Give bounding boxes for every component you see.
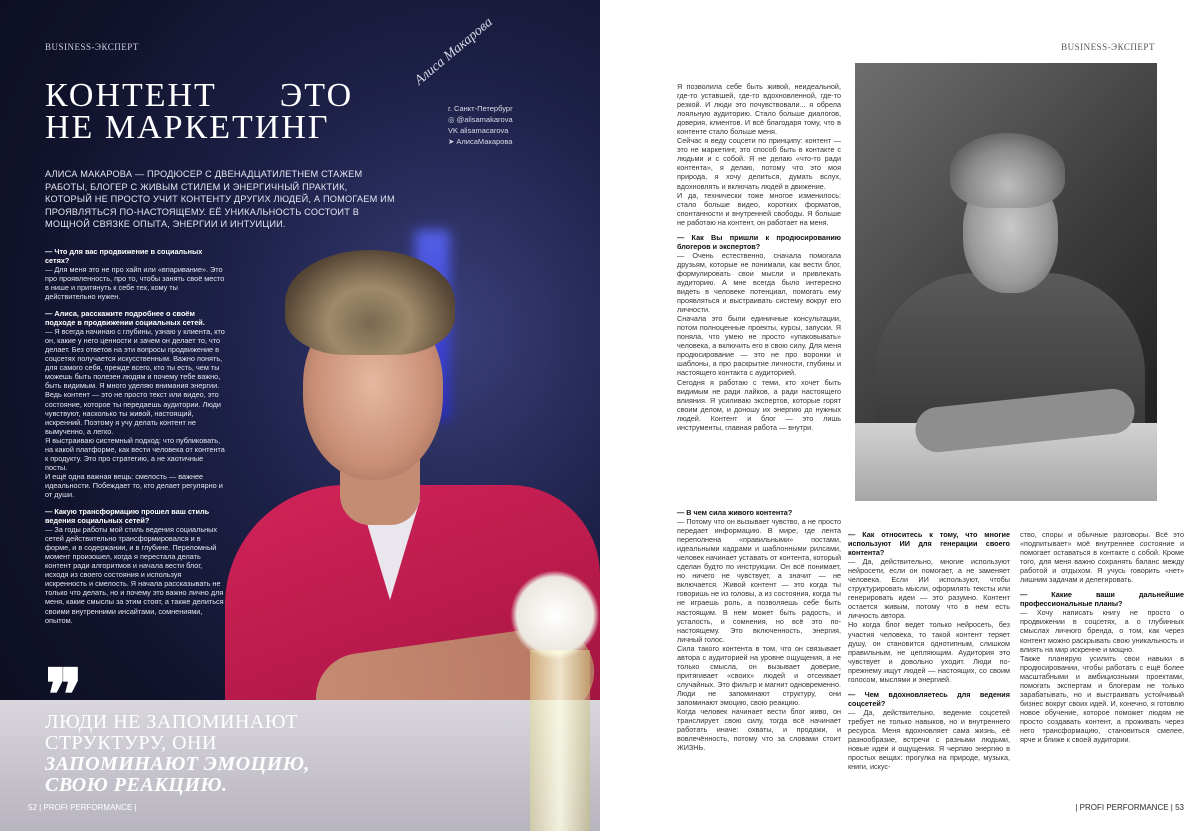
paragraph: — Очень естественно, сначала помогала друзьям, которые не понимали, как вести блог, формулировать свои мысли и привлекать аудиторию. А мне всегда было интересно видеть в человеке потенциал, помогать ему проявляться и выстраивать систему вокруг его личности.	[677, 250, 841, 315]
telegram-handle[interactable]: ➤ АлисаМакарова	[448, 137, 513, 146]
bw-portrait-photo	[855, 63, 1157, 501]
answer-3: — За годы работы мой стиль ведения социальных сетей действительно трансформировался и в форме, и в содержании, и в глубине. Переломный момент произошел, когда я перестала делать контент ради алгоритмов и начала вести блог, исходя из своего состояния и используя искренность и смелость. Я начала рассказывать не только что делать, но и почему это важно лично для меня, какие смыслы за этим стоят, а также делиться своими внутренними инсайтами, сомнениями, опытом.	[45, 524, 224, 625]
vk-handle[interactable]: VK alisamacarova	[448, 126, 509, 135]
question-3: — Какую трансформацию прошел ваш стиль ведения социальных сетей?	[45, 506, 210, 525]
author-signature-block	[412, 14, 520, 155]
paragraph: Сначала это были единичные консультации, потом полноценные проекты, курсы, запуски. Я поняла, что умею не просто «упаковывать» человека, а включить его в свою силу. Для меня продюсирование — это не про воронки и шаблоны, а про раскрытие личности, глубины и настоящего контакта с аудиторией.	[677, 314, 841, 378]
city-text: г. Санкт-Петербург	[448, 104, 513, 113]
question-ai: — Как относитесь к тому, что многие используют ИИ для генерации своего контента?	[848, 530, 1010, 558]
paragraph: — Да, действительно, ведение соцсетей требует не только навыков, но и внутреннего ресурса. Меня вдохновляет сама жизнь, её разнообразие, встречи с разными людьми, новые идеи и ощущения. Я черпаю энергию в простых вещах: прогулка на природе, музыка, книги, искус-	[848, 707, 1010, 772]
question-plans: — Какие ваши дальнейшие профессиональные планы?	[1020, 590, 1184, 609]
question-inspiration: — Чем вдохновляетесь для ведения соцсетей?	[848, 689, 1010, 708]
left-column-text	[45, 247, 225, 625]
paragraph: — Да, действительно, многие используют нейросети, если он помогает, а не заменяет человека. Если ИИ используют, чтобы структурировать мысли, оформлять тексты или генерировать идеи — это разумно. Контент остается живым, потому что в нем есть личность автора.	[848, 557, 1010, 621]
right-page	[600, 0, 1200, 831]
pull-quote-plain: ЛЮДИ НЕ ЗАПОМИНАЮТ СТРУКТУРУ, ОНИ	[45, 711, 299, 754]
page-footer-left: 52 | PROFI PERFORMANCE |	[28, 803, 137, 812]
pull-quote-emphasis: ЗАПОМИНАЮТ ЭМОЦИЮ, СВОЮ РЕАКЦИЮ.	[45, 753, 310, 796]
answer-2b: Я выстраиваю системный подход: что публиковать, на какой платформе, как вести человека от контента к продукту. Это про стратегию, а не хаотичные посты.	[45, 435, 225, 473]
question-live-content: — В чем сила живого контента?	[677, 508, 793, 517]
paragraph: ство, споры и обычные разговоры. Всё это «подпитывает» моё внутреннее состояние и помогает оставаться в контакте с собой. Кроме того, для меня важно сохранять баланс между работой и отдыхом. Я учусь говорить «нет» лишним задачам и делегировать.	[1020, 530, 1184, 585]
article-title	[45, 77, 354, 146]
question-1: — Что для вас продвижение в социальных сетях?	[45, 247, 203, 266]
paragraph: — Потому что он вызывает чувство, а не просто передает информацию. В мире, где лента переполнена «правильными» постами, идеальными кадрами и шаблонными рилсами, человек начинает уставать от контента, который сделан будто по инструкции. Он всё понимает, но ничего не чувствует, а значит — не включается. Живой контент — это когда ты говоришь не из головы, а из состояния, когда ты не играешь роль, а позволяешь себе быть настоящим. В нем может быть радость, и усталость, и сомнения, но всё это по-настоящему. Это включенность, энергия, личный голос.	[677, 517, 841, 644]
pull-quote	[45, 712, 325, 796]
section-header: BUSINESS-ЭКСПЕРТ	[45, 42, 139, 52]
paragraph: Также планирую усилить свои навыки в продюсировании, чтобы работать с ещё более масштабными и амбициозными проектами, помогать экспертам и блогерам не только зарабатывать, но и выстраивать устойчивый бизнес вокруг своих идей. И, конечно, я готовлю новое обучение, которое поможет людям не просто создавать контент, а проживать через него трансформацию, становиться смелее, ярче и ближе к своей аудитории.	[1020, 653, 1184, 745]
right-column-2	[677, 508, 841, 752]
instagram-handle[interactable]: ◎ @alisamakarova	[448, 115, 513, 124]
paragraph: Сейчас я веду соцсети по принципу: контент — это не маркетинг, это способ быть в контакте с людьми и с собой. Я не делаю «что-то ради контента», я делаю, потому что это моя природа, я хочу делиться, думать вслух, вдохновлять и включать людей в движение.	[677, 136, 841, 191]
bw-portrait-hair	[950, 133, 1065, 208]
paragraph: Сегодня я работаю с теми, кто хочет быть видимым не ради лайков, а ради настоящего влияния. Я усиливаю экспертов, которые горят своим делом, и доношу их энергию до нужных людей. Контент и блог — это лишь инструменты, главная работа — внутри.	[677, 377, 841, 432]
lead-paragraph: АЛИСА МАКАРОВА — ПРОДЮСЕР С ДВЕНАДЦАТИЛЕТНЕМ СТАЖЕМ РАБОТЫ, БЛОГЕР С ЖИВЫМ СТИЛЕМ И ЭНЕРГИЧНЫЙ ПРАКТИК, КОТОРЫЙ НЕ ПРОСТО УЧИТ КОНТЕНТУ ДРУГИХ ЛЮДЕЙ, А ПОМОГАЕМ ИМ ПРОЯВЛЯТЬСЯ ПО-НАСТОЯЩЕМУ. ЕЁ УНИКАЛЬНОСТЬ СОСТОИТ В МОЩНОЙ СВЯЗКЕ ОПЫТА, ЭНЕРГИИ И ИНТУИЦИИ.	[45, 169, 395, 230]
paragraph: — Хочу написать книгу не просто о продвижении в соцсетях, а о глубинных смыслах личного бренда, о том, как через контент можно раскрывать свою уникальность и влиять на мир искренне и мощно.	[1020, 608, 1184, 654]
question-producing: — Как Вы пришли к продюсированию блогеров и экспертов?	[677, 232, 841, 251]
section-header-right: BUSINESS-ЭКСПЕРТ	[1061, 42, 1155, 52]
paragraph: Я позволила себе быть живой, неидеальной, где-то уставшей, где-то вдохновленной, где-то резкой. И люди это почувствовали... я обрела лояльную аудиторию. Стало больше диалогов, доверия, клиентов. И всё благодаря тому, что в контенте стало больше меня.	[677, 82, 841, 137]
question-2: — Алиса, расскажите подробнее о своём подходе в продвижении социальных сетей.	[45, 308, 205, 327]
page-footer-right: | PROFI PERFORMANCE | 53	[1075, 803, 1184, 812]
right-column-3	[848, 530, 1010, 771]
title-line-1: КОНТЕНТ ЭТО	[45, 77, 354, 114]
paragraph: Но когда блог ведет только нейросеть, без участия человека, то такой контент теряет душу, он становится однотипным, слишком правильным, не цепляющим. Аудитория это чувствует и довольно уходит. Люди по-прежнему ищут людей — настоящих, со своим голосом, мыслями и энергией.	[848, 620, 1010, 684]
author-name-script: Алиса Макарова	[412, 14, 496, 89]
answer-2c: И ещё одна важная вещь: смелость — важнее идеальности. Побеждает то, кто делает регулярно и от души.	[45, 472, 223, 500]
paragraph: И да, технически тоже многое изменилось: стало больше видео, коротких форматов, спонтанности и внутренней свободы. Я больше не работаю на контент, он работает на меня.	[677, 190, 841, 227]
quote-mark-icon: ❞	[45, 658, 83, 735]
paragraph: Когда человек начинает вести блог живо, он транслирует свою силу, тогда всё начинает работать иначе: охваты, и продажи, и вовлечённость, потому что за словами стоит ЖИЗНЬ.	[677, 707, 841, 753]
answer-2: — Я всегда начинаю с глубины, узнаю у клиента, кто он, какие у него ценности и зачем он делает то, что делает. Без ответов на эти вопросы продвижение в соцсетях получается искусственным. Важно понять, для самого себя, прежде всего, кто ты есть, чем ты можешь быть полезен людям и почему тебе важно, быть видимым. Я много уделяю внимания энергии. Ведь контент — это не просто текст или видео, это состояние, которое ты передаешь аудитории. Люди чувствуют, насколько ты живой, настоящий, искренний. Поэтому я учу делать контент не вымученно, а легко.	[45, 326, 225, 436]
answer-1: — Для меня это не про хайп или «впаривание». Это про проявленность, про то, чтобы занять своё место в нише и притянуть к себе тех, кому ты действительно нужен.	[45, 265, 225, 302]
title-line-2: НЕ МАРКЕТИНГ	[45, 109, 330, 146]
paragraph: Сила такого контента в том, что он связывает автора с аудиторией на уровне ощущения, а не только смысла, он вызывает доверие, притягивает «своих» людей и отсеивает случайных. Это фильтр и магнит одновременно. Люди не запоминают структуру, они запоминают эмоцию, свою реакцию.	[677, 643, 841, 707]
social-links	[448, 103, 513, 147]
right-column-1	[677, 82, 841, 432]
right-column-4	[1020, 530, 1184, 744]
